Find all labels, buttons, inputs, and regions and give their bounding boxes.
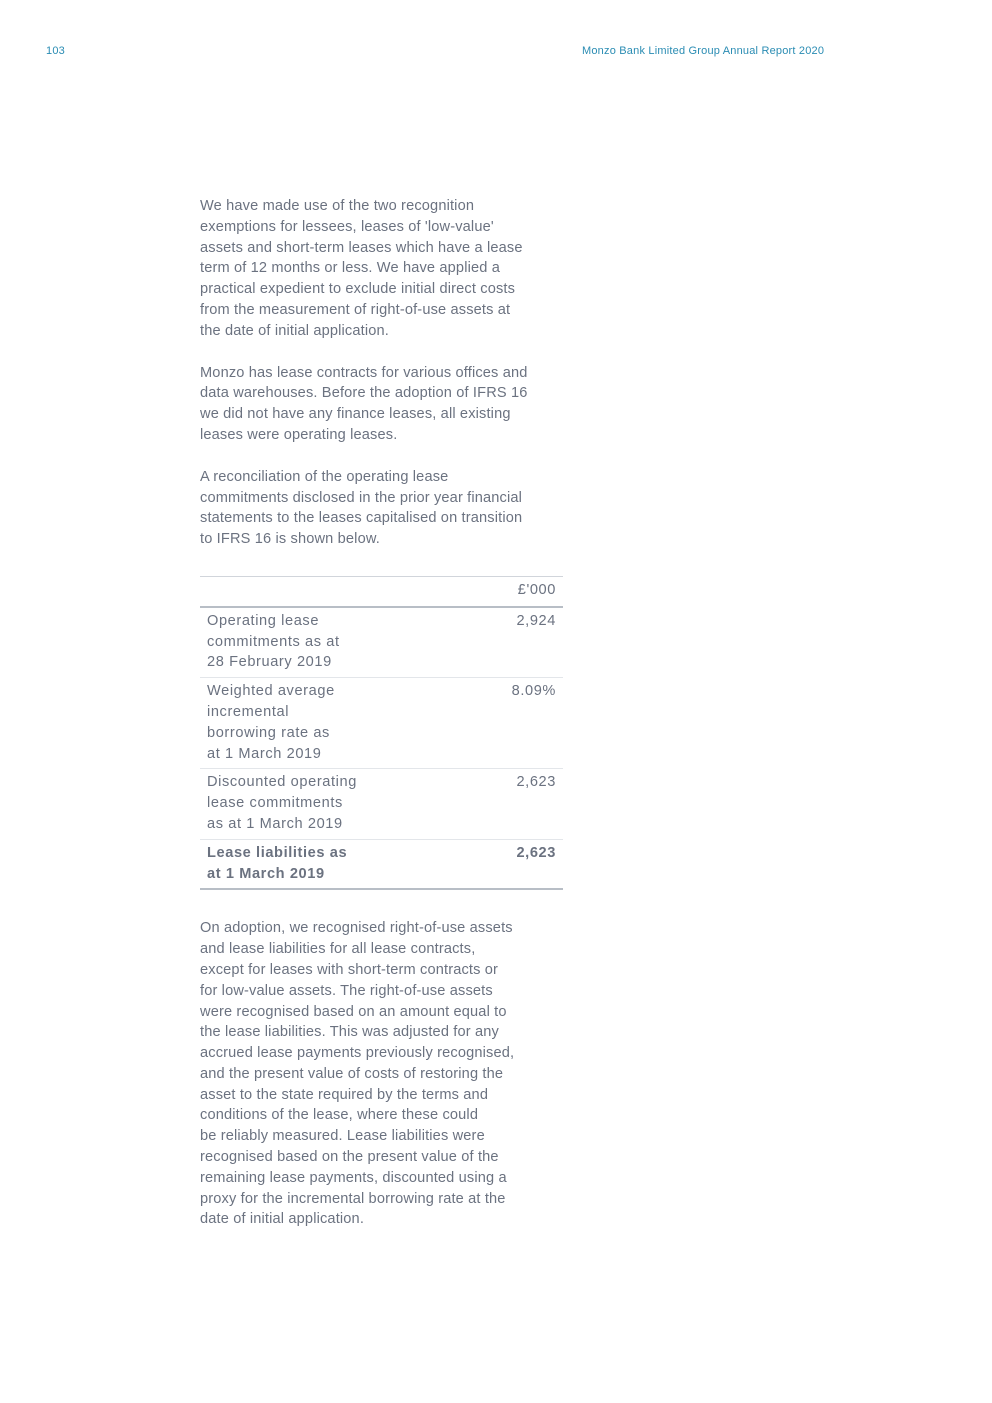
text-line: 28 February 2019: [207, 654, 332, 671]
table-row: [200, 769, 563, 839]
text-line: date of initial application.: [200, 1211, 365, 1228]
text-line: We have made use of the two recognition: [200, 198, 475, 214]
table-header-unit: £'000: [384, 576, 563, 606]
text-line: asset to the state required by the terms and: [200, 1086, 489, 1103]
text-line: were recognised based on an amount equal to: [200, 1003, 507, 1020]
row-label: [200, 607, 384, 678]
row-value: 8.09%: [384, 678, 563, 769]
text-line: lease commitments: [207, 795, 343, 812]
report-title: Monzo Bank Limited Group Annual Report 2020: [582, 45, 825, 57]
text-line: the date of initial application.: [200, 322, 389, 339]
text-line: proxy for the incremental borrowing rate at the: [200, 1190, 506, 1207]
table-row: [200, 607, 563, 678]
row-value: 2,623: [384, 769, 563, 839]
table-header-row: [200, 576, 563, 606]
table-header-blank: [200, 576, 384, 606]
text-line: Operating lease: [207, 612, 320, 629]
text-line: remaining lease payments, discounted using a: [200, 1169, 507, 1186]
text-line: data warehouses. Before the adoption of IFRS 16: [200, 385, 528, 402]
text-line: and lease liabilities for all lease contracts,: [200, 941, 476, 958]
text-line: to IFRS 16 is shown below.: [200, 531, 380, 548]
text-line: Monzo has lease contracts for various offices and: [200, 364, 528, 381]
total-label: [200, 839, 384, 889]
text-line: except for leases with short-term contracts or: [200, 961, 499, 978]
total-value: 2,623: [384, 839, 563, 889]
paragraph-recognition-exemptions: [200, 196, 563, 342]
text-line: be reliably measured. Lease liabilities were: [200, 1128, 485, 1145]
lease-reconciliation-table: [200, 576, 563, 890]
text-line: Lease liabilities as: [207, 844, 348, 861]
text-line: for low-value assets. The right-of-use assets: [200, 982, 493, 999]
text-line: from the measurement of right-of-use assets at: [200, 301, 511, 318]
text-line: assets and short-term leases which have a lease: [200, 239, 523, 256]
table-row: [200, 678, 563, 769]
text-line: at 1 March 2019: [207, 745, 322, 762]
table-total-row: [200, 839, 563, 889]
main-content: [200, 196, 563, 1230]
text-line: statements to the leases capitalised on transition: [200, 510, 523, 527]
text-line: conditions of the lease, where these could: [200, 1107, 479, 1124]
text-line: recognised based on the present value of the: [200, 1149, 499, 1166]
text-line: commitments as at: [207, 633, 340, 650]
text-line: incremental: [207, 703, 290, 720]
paragraph-reconciliation-intro: [200, 467, 563, 550]
text-line: term of 12 months or less. We have applied a: [200, 260, 500, 277]
row-label: [200, 678, 384, 769]
paragraph-adoption: [200, 918, 563, 1230]
text-line: the lease liabilities. This was adjusted for any: [200, 1024, 499, 1041]
text-line: A reconciliation of the operating lease: [200, 468, 449, 485]
text-line: we did not have any finance leases, all existing: [200, 406, 511, 423]
text-line: Discounted operating: [207, 774, 357, 791]
text-line: Weighted average: [207, 683, 335, 700]
text-line: commitments disclosed in the prior year financial: [200, 489, 523, 506]
page-number: 103: [46, 45, 65, 57]
text-line: borrowing rate as: [207, 724, 330, 741]
text-line: On adoption, we recognised right-of-use assets: [200, 920, 513, 937]
text-line: accrued lease payments previously recognised,: [200, 1045, 515, 1062]
text-line: as at 1 March 2019: [207, 815, 343, 832]
row-value: 2,924: [384, 607, 563, 678]
text-line: practical expedient to exclude initial direct costs: [200, 281, 516, 298]
text-line: exemptions for lessees, leases of 'low-value': [200, 218, 494, 235]
text-line: at 1 March 2019: [207, 865, 325, 882]
text-line: leases were operating leases.: [200, 426, 398, 443]
row-label: [200, 769, 384, 839]
text-line: and the present value of costs of restoring the: [200, 1065, 504, 1082]
paragraph-lease-contracts: [200, 363, 563, 446]
